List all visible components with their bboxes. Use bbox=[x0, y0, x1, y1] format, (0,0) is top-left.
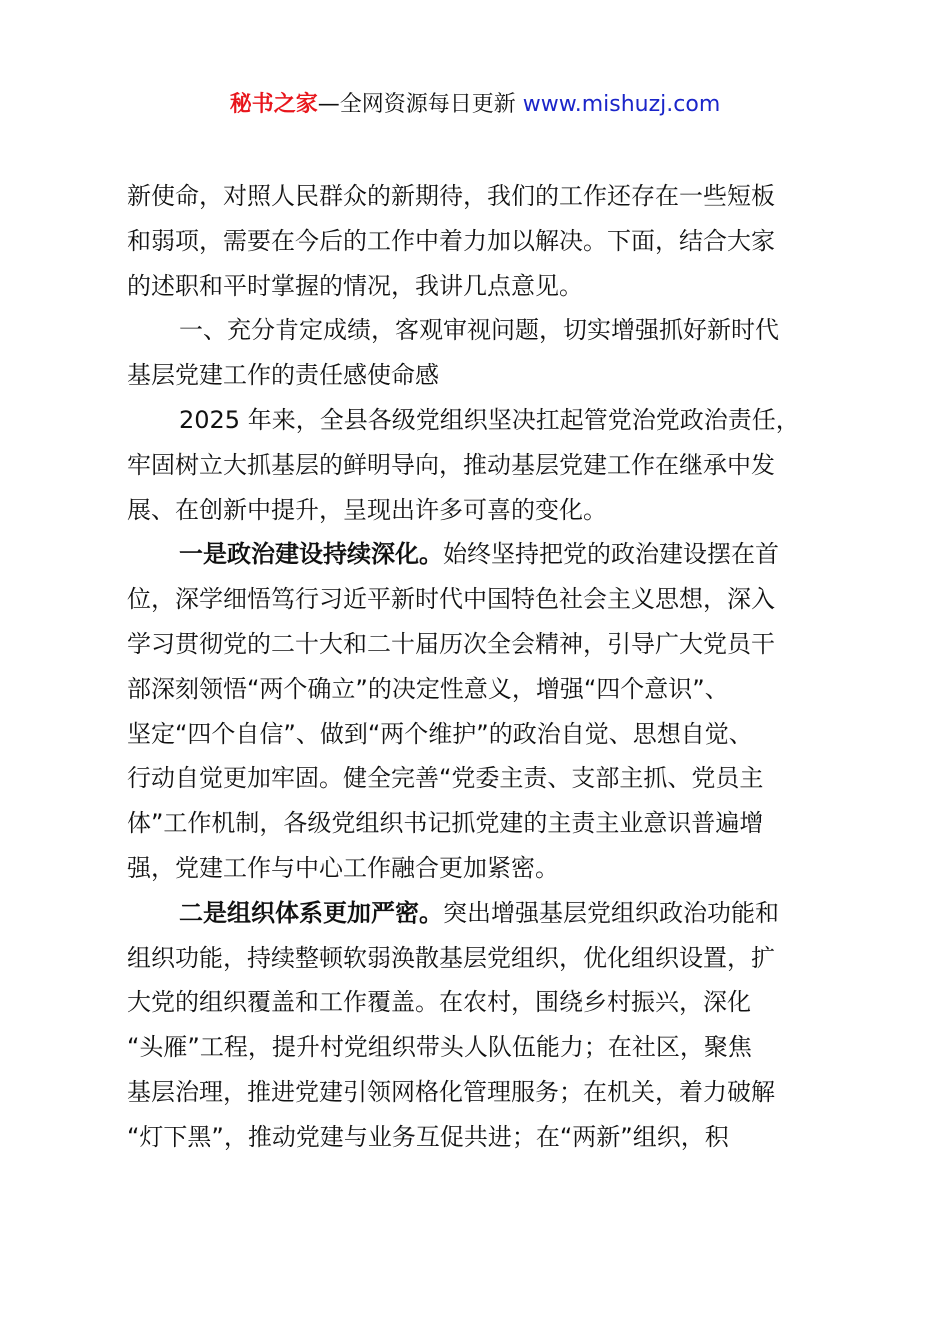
text-run: 突出增强基层党组织政治功能和 bbox=[443, 898, 779, 927]
section-heading-cont: 基层党建工作的责任感使命感 bbox=[127, 361, 439, 390]
paragraph-lead-line bbox=[127, 532, 839, 577]
text-line: 的述职和平时掌握的情况，我讲几点意见。 bbox=[127, 271, 583, 300]
bold-lead-politics: 一是政治建设持续深化。 bbox=[179, 540, 443, 569]
text-line: 部深刻领悟“两个确立”的决定性意义，增强“四个意识”、 bbox=[127, 674, 729, 703]
text-line: 基层治理，推进党建引领网格化管理服务；在机关，着力破解 bbox=[127, 1077, 775, 1106]
text-line: 位，深学细悟笃行习近平新时代中国特色社会主义思想，深入 bbox=[127, 585, 775, 614]
text-line: 展、在创新中提升，呈现出许多可喜的变化。 bbox=[127, 495, 607, 524]
text-line: 强，党建工作与中心工作融合更加紧密。 bbox=[127, 853, 559, 882]
text-line: 学习贯彻党的二十大和二十届历次全会精神，引导广大党员干 bbox=[127, 629, 775, 658]
text-line: 行动自觉更加牢固。健全完善“党委主责、支部主抓、党员主 bbox=[127, 764, 764, 793]
header-tagline: —全网资源每日更新 bbox=[317, 92, 516, 117]
document-body bbox=[127, 174, 839, 1160]
site-url[interactable]: www.mishuzj.com bbox=[522, 92, 721, 117]
text-line: 新使命，对照人民群众的新期待，我们的工作还存在一些短板 bbox=[127, 182, 775, 210]
section-heading: 一、充分肯定成绩，客观审视问题，切实增强抓好新时代 bbox=[179, 316, 779, 345]
text-line: “灯下黑”，推动党建与业务互促共进；在“两新”组织，积 bbox=[127, 1122, 729, 1151]
text-run: 始终坚持把党的政治建设摆在首 bbox=[443, 540, 779, 569]
text-line: 体”工作机制，各级党组织书记抓党建的主责主业意识普遍增 bbox=[127, 809, 764, 838]
page-header bbox=[0, 88, 950, 122]
paragraph-lead-line bbox=[127, 891, 839, 936]
bold-lead-organization: 二是组织体系更加严密。 bbox=[179, 898, 443, 927]
text-line: 2025 年来，全县各级党组织坚决扛起管党治党政治责任， bbox=[179, 405, 800, 434]
text-line: 大党的组织覆盖和工作覆盖。在农村，围绕乡村振兴，深化 bbox=[127, 988, 751, 1017]
text-line: 坚定“四个自信”、做到“两个维护”的政治自觉、思想自觉、 bbox=[127, 719, 753, 748]
text-line: “头雁”工程，提升村党组织带头人队伍能力；在社区，聚焦 bbox=[127, 1033, 752, 1062]
text-line: 组织功能，持续整顿软弱涣散基层党组织，优化组织设置，扩 bbox=[127, 943, 775, 972]
text-line: 牢固树立大抓基层的鲜明导向，推动基层党建工作在继承中发 bbox=[127, 450, 775, 479]
text-line: 和弱项，需要在今后的工作中着力加以解决。下面，结合大家 bbox=[127, 226, 775, 255]
brand-name: 秘书之家 bbox=[229, 92, 318, 117]
